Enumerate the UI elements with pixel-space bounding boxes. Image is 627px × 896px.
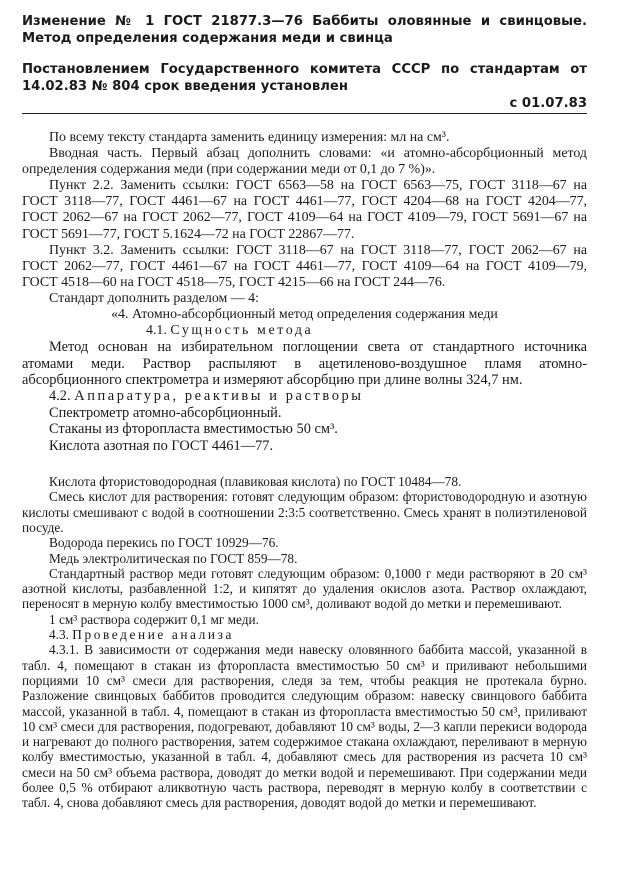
paragraph-point-2-2: Пункт 2.2. Заменить ссылки: ГОСТ 6563—58 на ГОСТ 6563—75, ГОСТ 3118—67 на ГОСТ 3118—77, ГОСТ 4461—67 на ГОСТ 4461—77, ГОСТ 4204—68 на ГОСТ 4204—77, ГОСТ 2062—67 на ГОСТ 2062—77, ГОСТ 4109—64 на ГОСТ 4109—79, ГОСТ 5691—67 на ГОСТ 5691—77, ГОСТ 5.1624—72 на ГОСТ 22867—77. [22,178,587,242]
paragraph-add-section: Стандарт дополнить разделом — 4: [49,290,259,306]
paragraph-solution-content: 1 см³ раствора содержит 0,1 мг меди. [49,611,259,627]
section-two [22,474,587,811]
paragraph-copper: Медь электролитическая по ГОСТ 859—78. [49,550,298,566]
subsection-number: 4.3. [49,627,69,643]
subsection-4-1-heading [22,323,587,339]
paragraph-spectrometer: Спектрометр атомно-абсорбционный. [49,404,282,421]
decree-line: Постановлением Государственного комитета СССР по стандартам от 14.02.83 № 804 срок введения установлен [22,62,587,94]
subsection-number: 4.2. [49,388,71,405]
paragraph-intro: Вводная часть. Первый абзац дополнить словами: «и атомно-абсорбционный метод определения содержания меди (при содержании меди от 0,1 до 7 %)». [22,146,587,178]
paragraph-analysis-procedure: 4.3.1. В зависимости от содержания меди навеску оловянного баббита массой, указанной в табл. 4, помещают в стакан из фторопласта вместимостью 50 см³ и приливают небольшими порциями 10 см³ смеси для растворения, следя за тем, чтобы реакция не протекала бурно. Разложение свинцовых баббитов проводится следующим образом: навеску свинцового баббита массой, указанной в табл. 4, помещают в стакан из фторопласта вместимостью 50 см³, приливают 10 см³ смеси для растворения, подогревают, добавляют 10 см³ воды, 2—3 капли перекиси водорода и нагревают до полного растворения, затем содержимое стакана охлаждают, переливают в мерную колбу вместимостью, указанной в табл. 4, добавляют смесь для растворения из расчета 10 см³ смеси на 50 см³ объема раствора, доводят до метки водой и перемешивают. При содержании меди более 0,5 % отбирают аликвотную часть раствора, переводят в мерную колбу в соответствии с табл. 4, снова добавляют смесь для растворения, доводят водой до метки и перемешивают. [22,642,587,811]
paragraph-standard-solution: Стандартный раствор меди готовят следующим образом: 0,1000 г меди растворяют в 20 см³ азотной кислоты, разбавленной 1:2, и кипятят до удаления окислов азота. Раствор охлаждают, переносят в мерную колбу вместимостью 1000 см³, доливают водой до метки и перемешивают. [22,565,587,612]
subsection-number: 4.1. [146,323,167,339]
subsection-title: Сущность метода [170,323,314,339]
paragraph-units: По всему тексту стандарта заменить единицу измерения: мл на см³. [49,130,450,145]
subsection-4-3-heading [22,627,587,642]
section-one-continued [22,339,587,454]
paragraph-hydrofluoric-acid: Кислота фтористоводородная (плавиковая кислота) по ГОСТ 10484—78. [49,474,462,490]
paragraph-acid-mixture: Смесь кислот для растворения: готовят следующим образом: фтористоводородную и азотную кислоты смешивают с водой в соотношении 2:3:5 соответственно. Смесь хранят в полиэтиленовой посуде. [22,489,587,535]
effective-date: с 01.07.83 [22,96,587,114]
subsection-title: Аппаратура, реактивы и растворы [74,388,364,405]
section-one [22,130,587,339]
section-4-heading: «4. Атомно-абсорбционный метод определения содержания меди [111,307,498,323]
subsection-4-2-heading [22,388,587,404]
subsection-title: Проведение анализа [72,627,234,643]
paragraph-method-principle: Метод основан на избирательном поглощении света от стандартного источника атомами меди. Раствор распыляют в ацетиленово-воздушное пламя атомно-абсорбционного спектрометра и измеряют абсорбцию при длине волны 324,7 нм. [22,339,587,389]
paragraph-point-3-2: Пункт 3.2. Заменить ссылки: ГОСТ 3118—67 на ГОСТ 3118—77, ГОСТ 2062—67 на ГОСТ 2062—77, ГОСТ 4461—67 на ГОСТ 4461—77, ГОСТ 4109—64 на ГОСТ 4109—79, ГОСТ 4518—60 на ГОСТ 4518—75, ГОСТ 4215—66 на ГОСТ 244—76. [22,242,587,290]
paragraph-nitric-acid: Кислота азотная по ГОСТ 4461—77. [49,437,274,454]
paragraph-hydrogen-peroxide: Водорода перекись по ГОСТ 10929—76. [49,535,279,551]
paragraph-beakers: Стаканы из фторопласта вместимостью 50 см³. [49,421,338,438]
amendment-title: Изменение № 1 ГОСТ 21877.3—76 Баббиты оловянные и свинцовые. Метод определения содержания меди и свинца [22,14,587,46]
